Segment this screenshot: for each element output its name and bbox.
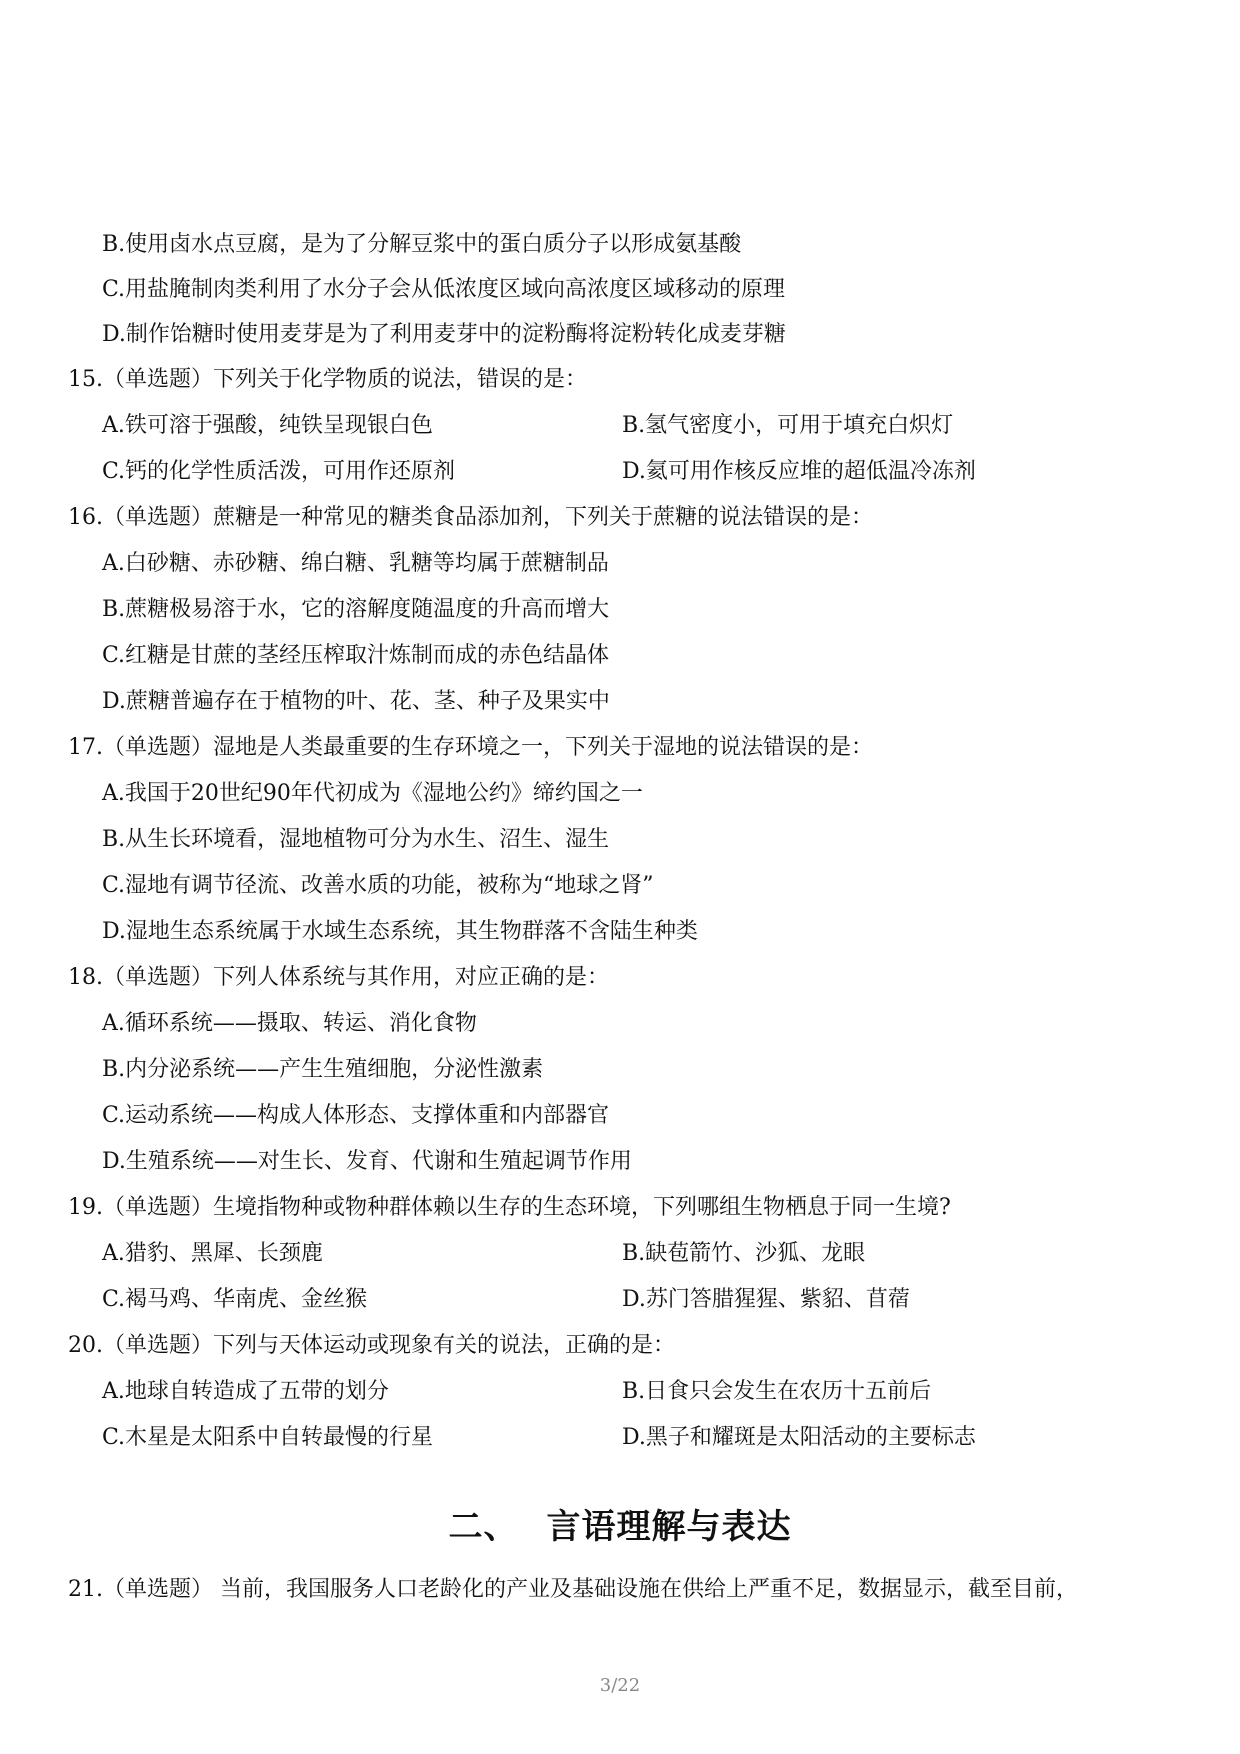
q14-option-c: C.用盐腌制肉类利用了水分子会从低浓度区域向高浓度区域移动的原理 — [102, 277, 786, 302]
section-heading — [0, 1505, 1240, 1549]
q18-option-c: C.运动系统——构成人体形态、支撑体重和内部器官 — [102, 1103, 610, 1128]
q19-option-a: A.猎豹、黑犀、长颈鹿 — [102, 1241, 323, 1266]
q15-option-b: B.氢气密度小，可用于填充白炽灯 — [622, 413, 954, 438]
q17-option-b: B.从生长环境看，湿地植物可分为水生、沼生、湿生 — [102, 827, 610, 852]
q16-stem: 16.（单选题）蔗糖是一种常见的糖类食品添加剂，下列关于蔗糖的说法错误的是： — [68, 505, 873, 530]
q15-stem: 15.（单选题）下列关于化学物质的说法，错误的是： — [68, 367, 587, 392]
q17-option-a: A.我国于20世纪90年代初成为《湿地公约》缔约国之一 — [102, 781, 643, 806]
q20-option-d: D.黑子和耀斑是太阳活动的主要标志 — [622, 1425, 976, 1450]
q16-option-a: A.白砂糖、赤砂糖、绵白糖、乳糖等均属于蔗糖制品 — [102, 551, 609, 576]
section-title-text: 言语理解与表达 — [546, 1507, 792, 1547]
q19-option-c: C.褐马鸡、华南虎、金丝猴 — [102, 1287, 368, 1312]
q18-option-d: D.生殖系统——对生长、发育、代谢和生殖起调节作用 — [102, 1149, 632, 1174]
q17-stem: 17.（单选题）湿地是人类最重要的生存环境之一，下列关于湿地的说法错误的是： — [68, 735, 873, 760]
q18-option-b: B.内分泌系统——产生生殖细胞，分泌性激素 — [102, 1057, 544, 1082]
q17-option-c: C.湿地有调节径流、改善水质的功能，被称为“地球之肾” — [102, 873, 654, 898]
q15-option-a: A.铁可溶于强酸，纯铁呈现银白色 — [102, 413, 433, 438]
q20-option-c: C.木星是太阳系中自转最慢的行星 — [102, 1425, 434, 1450]
q16-option-d: D.蔗糖普遍存在于植物的叶、花、茎、种子及果实中 — [102, 689, 610, 714]
q15-option-c: C.钙的化学性质活泼，可用作还原剂 — [102, 459, 456, 484]
q19-stem: 19.（单选题）生境指物种或物种群体赖以生存的生态环境，下列哪组生物栖息于同一生境? — [68, 1195, 951, 1220]
q15-option-d: D.氦可用作核反应堆的超低温冷冻剂 — [622, 459, 976, 484]
q20-option-b: B.日食只会发生在农历十五前后 — [622, 1379, 932, 1404]
q17-option-d: D.湿地生态系统属于水域生态系统，其生物群落不含陆生种类 — [102, 919, 698, 944]
q19-option-d: D.苏门答腊猩猩、紫貂、苜蓿 — [622, 1287, 910, 1312]
section-number: 二、 — [448, 1507, 519, 1547]
q18-stem: 18.（单选题）下列人体系统与其作用，对应正确的是： — [68, 965, 609, 990]
page-number: 3/22 — [599, 1675, 641, 1696]
q19-option-b: B.缺苞箭竹、沙狐、龙眼 — [622, 1241, 866, 1266]
q18-option-a: A.循环系统——摄取、转运、消化食物 — [102, 1011, 477, 1036]
q14-option-b: B.使用卤水点豆腐，是为了分解豆浆中的蛋白质分子以形成氨基酸 — [102, 232, 742, 257]
q14-option-d: D.制作饴糖时使用麦芽是为了利用麦芽中的淀粉酶将淀粉转化成麦芽糖 — [102, 322, 786, 347]
q16-option-c: C.红糖是甘蔗的茎经压榨取汁炼制而成的赤色结晶体 — [102, 643, 610, 668]
q21-stem: 21.（单选题） 当前，我国服务人口老龄化的产业及基础设施在供给上严重不足，数据显示，截至目前， — [68, 1577, 1078, 1602]
q20-stem: 20.（单选题）下列与天体运动或现象有关的说法，正确的是： — [68, 1333, 675, 1358]
q20-option-a: A.地球自转造成了五带的划分 — [102, 1379, 389, 1404]
q16-option-b: B.蔗糖极易溶于水，它的溶解度随温度的升高而增大 — [102, 597, 610, 622]
